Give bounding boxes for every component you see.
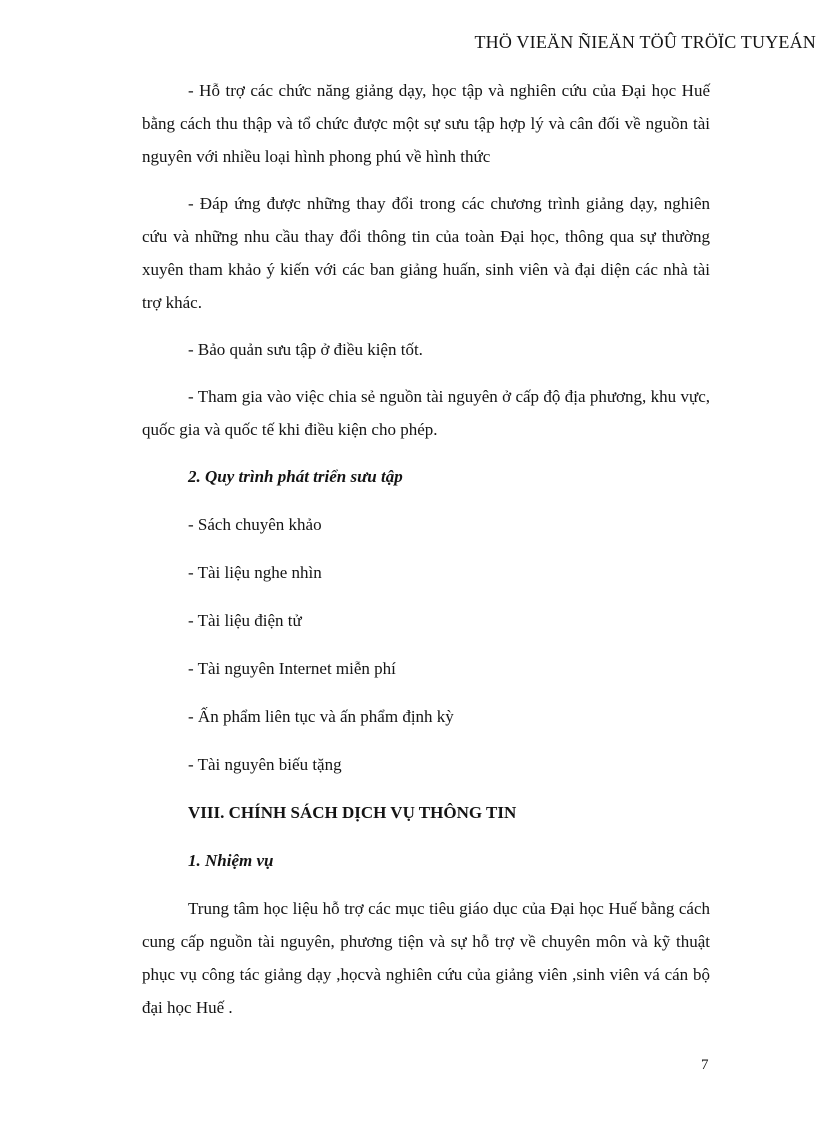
document-body [142, 74, 710, 1038]
list-item: - Tài nguyên biếu tặng [188, 755, 342, 774]
paragraph-resource-sharing: - Tham gia vào việc chia sẻ nguồn tài nguyên ở cấp độ địa phương, khu vực, quốc gia và quốc tế khi điều kiện cho phép. [142, 387, 710, 439]
section-heading-collection-process: 2. Quy trình phát triển sưu tập [188, 467, 403, 486]
paragraph-meet-changes: - Đáp ứng được những thay đổi trong các chương trình giảng dạy, nghiên cứu và những nhu cầu thay đổi thông tin của toàn Đại học, thông qua sự thường xuyên tham khảo ý kiến với các ban giảng huấn, sinh viên và đại diện các nhà tài trợ khác. [142, 194, 710, 312]
paragraph-mission: Trung tâm học liệu hỗ trợ các mục tiêu giáo dục của Đại học Huế bằng cách cung cấp nguồn tài nguyên, phương tiện và sự hỗ trợ về chuyên môn và kỹ thuật phục vụ công tác giảng dạy ,họcvà nghiên cứu của giảng viên ,sinh viên vá cán bộ đại học Huế . [142, 899, 710, 1017]
list-item: - Tài liệu điện tử [188, 611, 302, 630]
paragraph-support-functions: - Hỗ trợ các chức năng giảng dạy, học tập và nghiên cứu của Đại học Huế bằng cách thu thập và tổ chức được một sự sưu tập hợp lý và cân đối về nguồn tài nguyên với nhiều loại hình phong phú về hình thức [142, 81, 710, 166]
page-header: THÖ VIEÄN ÑIEÄN TÖÛ TRÖÏC TUYEÁN [474, 32, 816, 52]
page-number: 7 [701, 1057, 709, 1073]
subheading-mission: 1. Nhiệm vụ [188, 851, 274, 870]
list-item: - Tài liệu nghe nhìn [188, 563, 322, 582]
list-item: - Ấn phẩm liên tục và ấn phẩm định kỳ [188, 707, 454, 726]
paragraph-preserve-collection: - Bảo quản sưu tập ở điều kiện tốt. [188, 340, 423, 359]
list-item: - Tài nguyên Internet miễn phí [188, 659, 396, 678]
section-heading-info-service-policy: VIII. CHÍNH SÁCH DỊCH VỤ THÔNG TIN [188, 803, 517, 822]
list-item: - Sách chuyên khảo [188, 515, 322, 534]
